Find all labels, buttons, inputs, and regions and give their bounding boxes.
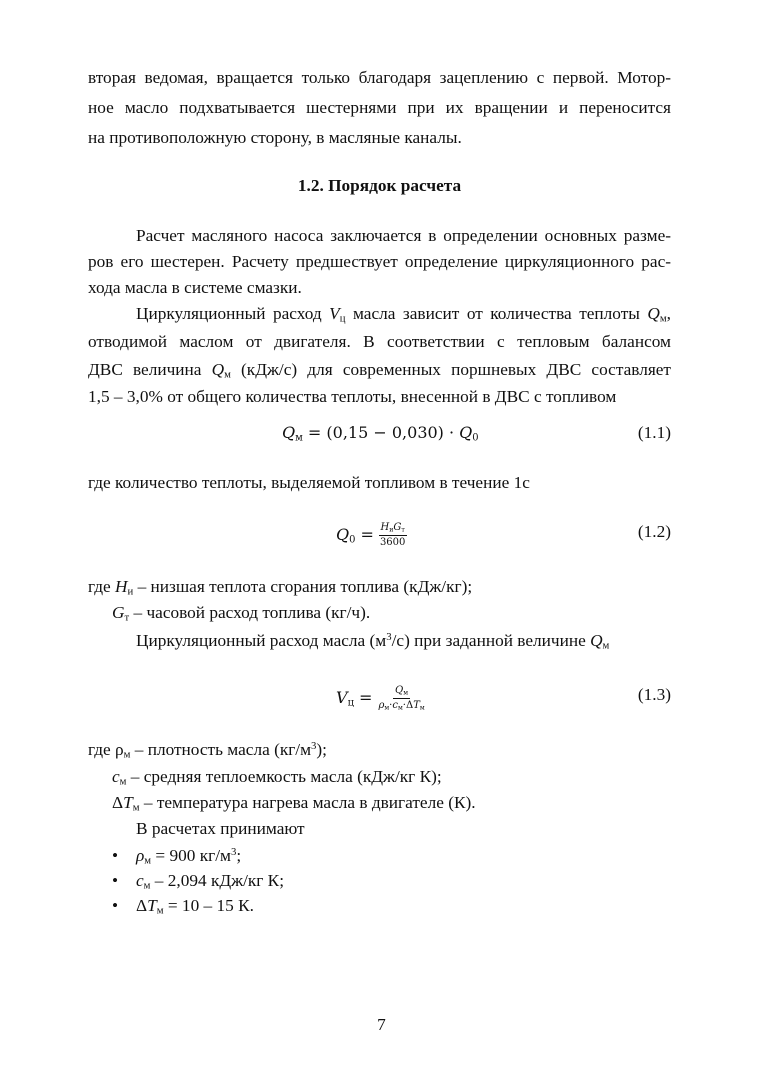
text-run: /с) при заданной величине: [391, 631, 591, 650]
text-run: хода масла в системе смазки.: [88, 278, 302, 297]
bullet-marker: •: [112, 896, 119, 915]
subscript: ц: [339, 312, 346, 325]
variable: Q: [282, 423, 296, 442]
fraction: [376, 685, 426, 712]
text-line: [112, 603, 671, 623]
text-run: – 2,094 кДж/кг К;: [150, 871, 285, 890]
text-run: ·: [389, 700, 393, 711]
text-run: ;: [236, 846, 242, 865]
text-run: ДВС величина: [88, 360, 212, 379]
variable: Q: [211, 360, 225, 379]
variable: H: [115, 577, 128, 596]
text-line: [88, 577, 671, 597]
equation-number: (1.1): [637, 423, 671, 442]
variable: G: [393, 522, 402, 533]
bullet-marker: •: [112, 871, 119, 890]
text-run: 3600: [379, 537, 406, 548]
variable: V: [336, 688, 348, 707]
text-line: [88, 278, 671, 298]
text-line: [88, 128, 671, 148]
subscript: м: [659, 312, 667, 325]
variable: V: [329, 304, 340, 323]
variable: c: [112, 767, 120, 786]
text-line: [112, 767, 671, 787]
variable: c: [136, 871, 144, 890]
text-run: =: [353, 688, 373, 707]
variable: T: [147, 896, 157, 915]
subscript: м: [156, 904, 164, 917]
subscript: м: [119, 775, 127, 788]
variable: Q: [459, 423, 473, 442]
text-run: где: [88, 577, 116, 596]
subscript: ц: [347, 697, 354, 709]
text-line: [88, 473, 671, 493]
text-line: [136, 819, 671, 839]
text-line: [88, 98, 671, 118]
text-run: Δ: [136, 896, 148, 915]
text-run: ,: [666, 304, 671, 323]
subscript: м: [397, 704, 403, 712]
subscript: т: [124, 611, 130, 624]
variable: Q: [647, 304, 660, 323]
equation-number: (1.2): [637, 522, 671, 541]
text-line: [136, 304, 671, 324]
text-run: вторая ведомая, вращается только благодаря зацеплению с первой. Мотор-: [88, 68, 671, 87]
text-line: [136, 631, 671, 651]
numerator: [393, 685, 410, 699]
text-line: [88, 360, 671, 380]
subscript: м: [384, 704, 390, 712]
numerator: [379, 522, 407, 536]
section-heading: 1.2. Порядок расчета: [297, 176, 462, 195]
subscript: м: [144, 854, 152, 867]
subscript: м: [403, 689, 409, 697]
subscript: м: [132, 801, 140, 814]
equation: [336, 522, 407, 549]
text-line: [88, 252, 671, 272]
text-run: Δ: [112, 793, 124, 812]
text-run: = 10 – 15 К.: [163, 896, 254, 915]
variable: Q: [336, 525, 350, 544]
subscript: и: [389, 526, 394, 534]
equation: [282, 423, 479, 443]
variable: ρ: [136, 846, 145, 865]
text-run: (кДж/с) для современных поршневых ДВС составляет: [230, 360, 671, 379]
page-number: 7: [377, 1015, 386, 1034]
subscript: м: [295, 432, 303, 444]
text-line: [88, 387, 671, 407]
equation-number: (1.3): [637, 685, 671, 704]
text-line: [88, 332, 671, 352]
subscript: 0: [349, 534, 356, 546]
superscript: 3: [386, 631, 392, 644]
variable: H: [380, 522, 390, 533]
subscript: 0: [472, 432, 479, 444]
variable: T: [123, 793, 133, 812]
bullet-marker: •: [112, 846, 119, 865]
text-line: [136, 226, 671, 246]
text-run: – плотность масла (кг/м: [130, 740, 312, 759]
variable: Q: [590, 631, 603, 650]
subscript: т: [401, 526, 405, 534]
subscript: м: [602, 639, 610, 652]
text-run: на противоположную сторону, в масляные каналы.: [88, 128, 462, 147]
subscript: м: [143, 879, 151, 892]
text-run: отводимой маслом от двигателя. В соответствии с тепловым балансом: [88, 332, 671, 351]
text-line: [88, 740, 671, 760]
text-line: [88, 68, 671, 88]
superscript: 3: [230, 846, 237, 859]
denominator: [376, 699, 426, 712]
text-run: ное масло подхватывается шестернями при их вращении и переносится: [88, 98, 671, 117]
text-run: = (0,15 − 0,030) ·: [302, 423, 460, 442]
text-run: где количество теплоты, выделяемой топливом в течение 1с: [88, 473, 530, 492]
subscript: и: [127, 585, 134, 598]
text-run: Циркуляционный расход масла (м: [136, 631, 387, 650]
text-run: 1,5 – 3,0% от общего количества теплоты, внесенной в ДВС с топливом: [88, 387, 617, 406]
fraction: [378, 522, 407, 549]
text-line: [136, 896, 671, 916]
text-run: – температура нагрева масла в двигателе (К).: [139, 793, 476, 812]
subscript: м: [224, 368, 231, 381]
variable: T: [413, 700, 420, 711]
text-run: ·Δ: [402, 700, 414, 711]
text-run: – часовой расход топлива (кг/ч).: [129, 603, 371, 622]
text-run: Расчет масляного насоса заключается в определении основных разме-: [136, 226, 671, 245]
text-run: масла зависит от количества теплоты: [345, 304, 648, 323]
text-run: =: [355, 525, 374, 544]
text-run: ров его шестерен. Расчету предшествует определение циркуляционного рас-: [88, 252, 671, 271]
subscript: м: [123, 748, 131, 761]
text-run: );: [316, 740, 327, 759]
text-run: где ρ: [88, 740, 124, 759]
variable: ρ: [378, 700, 385, 711]
variable: G: [112, 603, 125, 622]
superscript: 3: [311, 740, 317, 753]
text-run: Циркуляционный расход: [136, 304, 330, 323]
text-run: В расчетах принимают: [136, 819, 305, 838]
equation: [336, 685, 427, 712]
subscript: м: [419, 704, 425, 712]
variable: c: [392, 700, 398, 711]
text-run: = 900 кг/м: [151, 846, 231, 865]
text-run: – средняя теплоемкость масла (кДж/кг К);: [126, 767, 442, 786]
text-run: – низшая теплота сгорания топлива (кДж/кг);: [133, 577, 473, 596]
text-line: [136, 846, 671, 866]
denominator: [378, 536, 407, 549]
text-line: [136, 871, 671, 891]
variable: Q: [395, 685, 404, 696]
text-line: [112, 793, 671, 813]
